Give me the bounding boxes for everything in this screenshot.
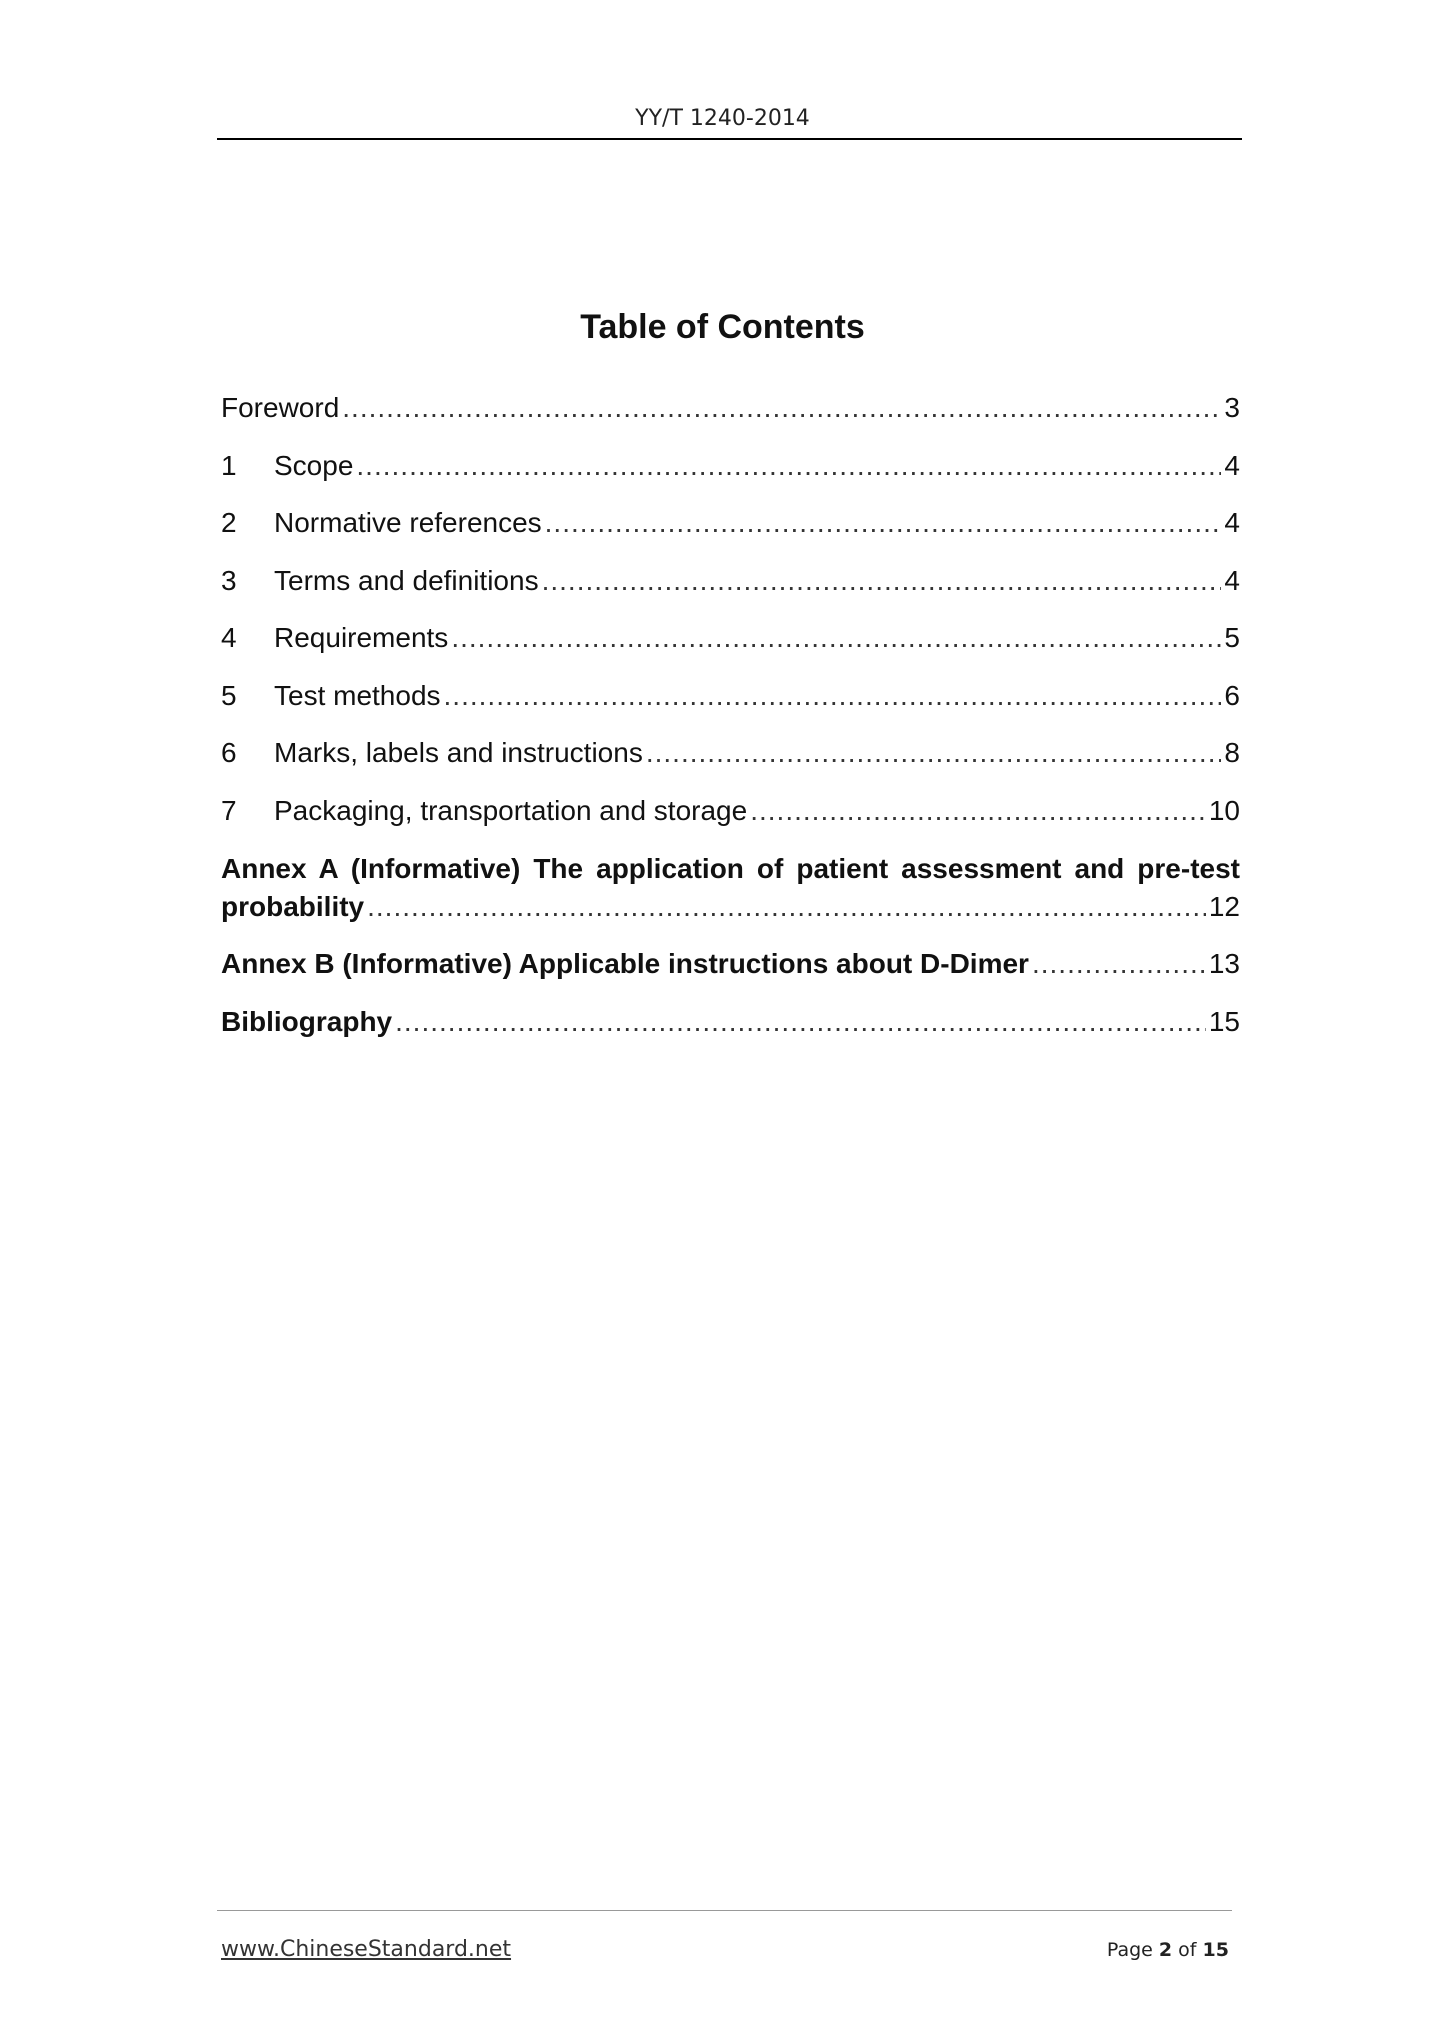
dot-leader (1032, 945, 1206, 983)
page-total: 15 (1202, 1939, 1229, 1961)
toc-section-number: 7 (221, 795, 237, 826)
toc-section-number: 3 (221, 565, 237, 596)
page-prefix: Page (1106, 1939, 1153, 1961)
page-of: of (1178, 1939, 1197, 1961)
toc-section-number: 2 (221, 507, 237, 538)
toc-page-number: 4 (1224, 507, 1240, 538)
toc-entry-normative-references[interactable] (221, 504, 1240, 542)
toc-page-number: 4 (1224, 565, 1240, 596)
toc-label: Annex A (Informative) The application of patient assessment and pre-test (221, 853, 1240, 884)
toc-label: Annex B (Informative) Applicable instructions about D-Dimer (221, 948, 1029, 979)
toc-label: Marks, labels and instructions (274, 737, 643, 768)
toc-entry-annex-a-continued[interactable] (221, 888, 1240, 926)
toc-page-number: 13 (1208, 948, 1240, 979)
toc-section-number: 1 (221, 450, 237, 481)
toc-page-number: 4 (1224, 450, 1240, 481)
dot-leader (545, 504, 1222, 542)
toc-entry-scope[interactable] (221, 447, 1240, 485)
toc-page-number: 6 (1224, 680, 1240, 711)
toc-page-number: 3 (1224, 392, 1240, 423)
dot-leader (750, 792, 1206, 830)
toc-label: Foreword (221, 392, 340, 423)
toc-entry-packaging-transportation-storage[interactable] (221, 792, 1240, 830)
toc-label: Scope (274, 450, 354, 481)
toc-label: Requirements (274, 622, 449, 653)
toc-entry-annex-b[interactable] (221, 945, 1240, 983)
toc-entry-requirements[interactable] (221, 619, 1240, 657)
toc-section-number: 6 (221, 737, 237, 768)
toc-section-number: 5 (221, 680, 237, 711)
toc-entry-bibliography[interactable] (221, 1003, 1240, 1041)
header-rule (217, 138, 1242, 140)
toc-page-number: 5 (1224, 622, 1240, 653)
toc-page-number: 10 (1208, 795, 1240, 826)
dot-leader (451, 619, 1221, 657)
toc-page-number: 8 (1224, 737, 1240, 768)
document-code: YY/T 1240-2014 (635, 106, 810, 131)
toc-entry-annex-a[interactable] (221, 850, 1240, 888)
footer-rule (217, 1910, 1232, 1911)
dot-leader (395, 1003, 1206, 1041)
toc-label: probability (221, 891, 365, 922)
dot-leader (367, 888, 1206, 926)
page-title: Table of Contents (580, 308, 865, 346)
dot-leader (542, 562, 1222, 600)
dot-leader (646, 734, 1222, 772)
dot-leader (356, 447, 1221, 485)
toc-label: Packaging, transportation and storage (274, 795, 748, 826)
toc-entry-marks-labels-instructions[interactable] (221, 734, 1240, 772)
toc-entry-test-methods[interactable] (221, 677, 1240, 715)
toc-label: Test methods (274, 680, 441, 711)
footer-site-link[interactable]: www.ChineseStandard.net (221, 1937, 512, 1962)
toc-label: Bibliography (221, 1006, 393, 1037)
toc-label: Normative references (274, 507, 542, 538)
page-current: 2 (1158, 1939, 1173, 1961)
footer-page-number (1107, 1939, 1229, 1961)
toc-page-number: 15 (1208, 1006, 1240, 1037)
toc-entry-terms-and-definitions[interactable] (221, 562, 1240, 600)
dot-leader (342, 389, 1221, 427)
toc-page-number: 12 (1208, 891, 1240, 922)
toc-entry-foreword[interactable] (221, 389, 1240, 427)
toc-section-number: 4 (221, 622, 237, 653)
dot-leader (444, 677, 1222, 715)
toc-label: Terms and definitions (274, 565, 539, 596)
